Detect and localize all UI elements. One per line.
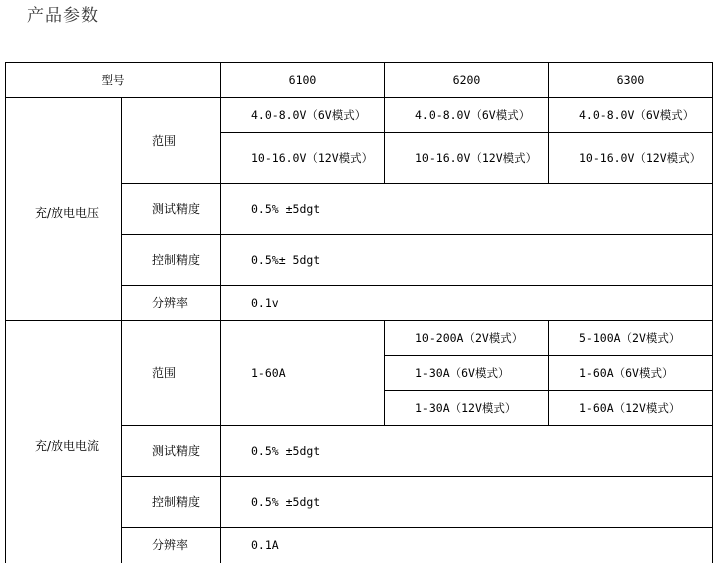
header-6200: 6200 (385, 63, 549, 98)
voltage-control-precision-label: 控制精度 (122, 235, 221, 286)
current-range-6300-6v: 1-60A（6V模式） (549, 356, 713, 391)
page-title: 产品参数 (27, 6, 99, 26)
current-range-6300-2v: 5-100A（2V模式） (549, 321, 713, 356)
current-range-row-1 (6, 321, 713, 356)
voltage-range-6100-6v: 4.0-8.0V（6V模式） (221, 98, 385, 133)
voltage-range-6200-12v: 10-16.0V（12V模式） (385, 133, 549, 184)
current-test-precision-label: 测试精度 (122, 426, 221, 477)
voltage-test-precision-value: 0.5% ±5dgt (221, 184, 713, 235)
header-6100: 6100 (221, 63, 385, 98)
current-range-6200-6v: 1-30A（6V模式） (385, 356, 549, 391)
current-range-6300-12v: 1-60A（12V模式） (549, 391, 713, 426)
voltage-range-6300-12v: 10-16.0V（12V模式） (549, 133, 713, 184)
voltage-range-row-1 (6, 98, 713, 133)
current-test-precision-value: 0.5% ±5dgt (221, 426, 713, 477)
voltage-range-label: 范围 (122, 98, 221, 184)
current-range-6200-12v: 1-30A（12V模式） (385, 391, 549, 426)
voltage-group-label: 充/放电电压 (6, 98, 122, 321)
voltage-test-precision-label: 测试精度 (122, 184, 221, 235)
header-row (6, 63, 713, 98)
voltage-resolution-label: 分辨率 (122, 286, 221, 321)
current-range-6200-2v: 10-200A（2V模式） (385, 321, 549, 356)
voltage-resolution-value: 0.1v (221, 286, 713, 321)
header-6300: 6300 (549, 63, 713, 98)
voltage-range-6200-6v: 4.0-8.0V（6V模式） (385, 98, 549, 133)
current-control-precision-value: 0.5% ±5dgt (221, 477, 713, 528)
current-control-precision-label: 控制精度 (122, 477, 221, 528)
current-range-label: 范围 (122, 321, 221, 426)
current-resolution-value: 0.1A (221, 528, 713, 563)
spec-table (5, 62, 713, 563)
voltage-control-precision-value: 0.5%± 5dgt (221, 235, 713, 286)
current-group-label: 充/放电电流 (6, 321, 122, 563)
voltage-range-6100-12v: 10-16.0V（12V模式） (221, 133, 385, 184)
current-range-6100: 1-60A (221, 321, 385, 426)
voltage-range-6300-6v: 4.0-8.0V（6V模式） (549, 98, 713, 133)
header-model: 型号 (6, 63, 221, 98)
current-resolution-label: 分辨率 (122, 528, 221, 563)
